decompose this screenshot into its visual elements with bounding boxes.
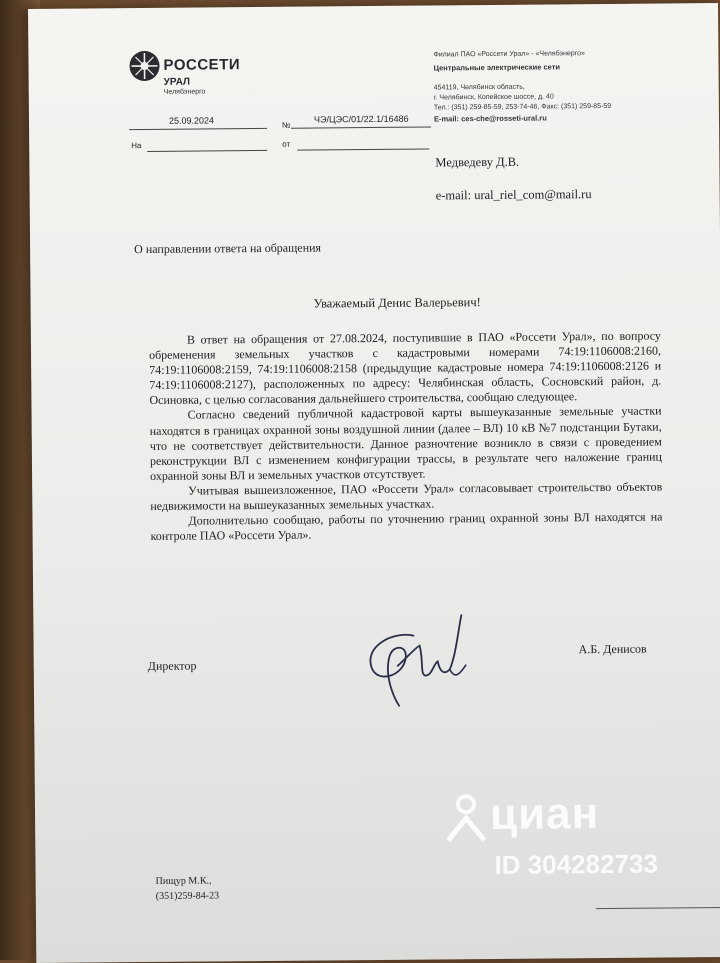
rosseti-logo-icon — [128, 50, 160, 82]
letter-date: 25.09.2024 — [168, 115, 215, 126]
executor-name: Пищур М.К., — [155, 875, 212, 887]
addressee-name: Медведеву Д.В. — [435, 154, 520, 170]
paragraph-1: В ответ на обращения от 27.08.2024, поступившие в ПАО «Россети Урал», по вопросу обременения земельных участков с кадастровыми номерами 74:19:1106008:2160, 74:19:1106008:2159, 74:19:1106008:2158 (предыдущие кадастровые номера 74:19:1106008:2126 и 74:19:1106008:2127), расположенных по адресу: Челябинская область, Сосновский район, д. Осиновка, с целью согласования дальнейшего строительства, сообщаю следующее. — [148, 328, 662, 408]
watermark-brand: циан — [489, 789, 600, 840]
date-underline — [129, 128, 267, 130]
contact-line-2: г. Челябинск, Копейское шоссе, д. 40 — [433, 93, 554, 102]
brand-name: РОССЕТИ — [163, 56, 241, 74]
cian-logo-icon — [444, 794, 488, 844]
na-label: На — [131, 141, 142, 151]
executor-phone: (351)259-84-23 — [155, 890, 220, 902]
number-label: № — [281, 120, 291, 130]
number-underline — [291, 126, 431, 128]
brand-region: УРАЛ — [163, 76, 191, 88]
letter-page — [28, 3, 720, 963]
ot-underline — [297, 149, 429, 151]
letter-number: ЧЭ/ЦЭС/01/22.1/16486 — [313, 113, 409, 125]
org-line-2: Центральные электрические сети — [433, 62, 560, 73]
letter-subject: О направлении ответа на обращения — [134, 240, 322, 257]
contact-line-3: Тел.: (351) 259-85-59, 253-74-46, Факс: (351) 259-85-59 — [433, 102, 612, 112]
contact-line-1: 454119, Челябинск область, — [433, 83, 525, 92]
org-line-1: Филиал ПАО «Россети Урал» - «Челябэнерго» — [433, 50, 585, 59]
brand-branch: Челябэнерго — [163, 88, 206, 96]
letter-body — [149, 329, 663, 545]
addressee-email: e-mail: ural_riel_com@mail.ru — [435, 187, 592, 203]
cian-watermark — [489, 789, 659, 880]
na-underline — [147, 150, 267, 152]
footer-rule — [596, 907, 720, 909]
greeting: Уважаемый Денис Валерьевич! — [313, 295, 481, 311]
signatory-role: Директор — [147, 658, 197, 673]
paragraph-2: Согласно сведений публичной кадастровой карты вышеуказанные земельные участки находятся в границах охранной зоны воздушной линии (далее – ВЛ) 10 кВ №7 подстанции Бутаки, что не соответствует действительности. Данное разночтение возникло в связи с проведением реконструкции ВЛ с изменением конфигурации трассы, в результате чего наложение границ охранной зоны ВЛ и земельных участков отсутствует. — [149, 403, 663, 483]
contact-email: E-mail: ces-che@rosseti-ural.ru — [433, 113, 547, 124]
ot-label: от — [282, 139, 291, 149]
signatory-name: А.Б. Денисов — [578, 641, 647, 657]
watermark-id: ID 304282733 — [494, 848, 659, 880]
handwritten-signature — [353, 605, 484, 721]
paragraph-3: Учитывая вышеизложенное, ПАО «Россети Урал» согласовывает строительство объектов недвижимости на вышеуказанных земельных участках. — [150, 479, 663, 513]
paragraph-4: Дополнительно сообщаю, работы по уточнению границ охранной зоны ВЛ находятся на контроле ПАО «Россети Урал». — [150, 509, 663, 544]
